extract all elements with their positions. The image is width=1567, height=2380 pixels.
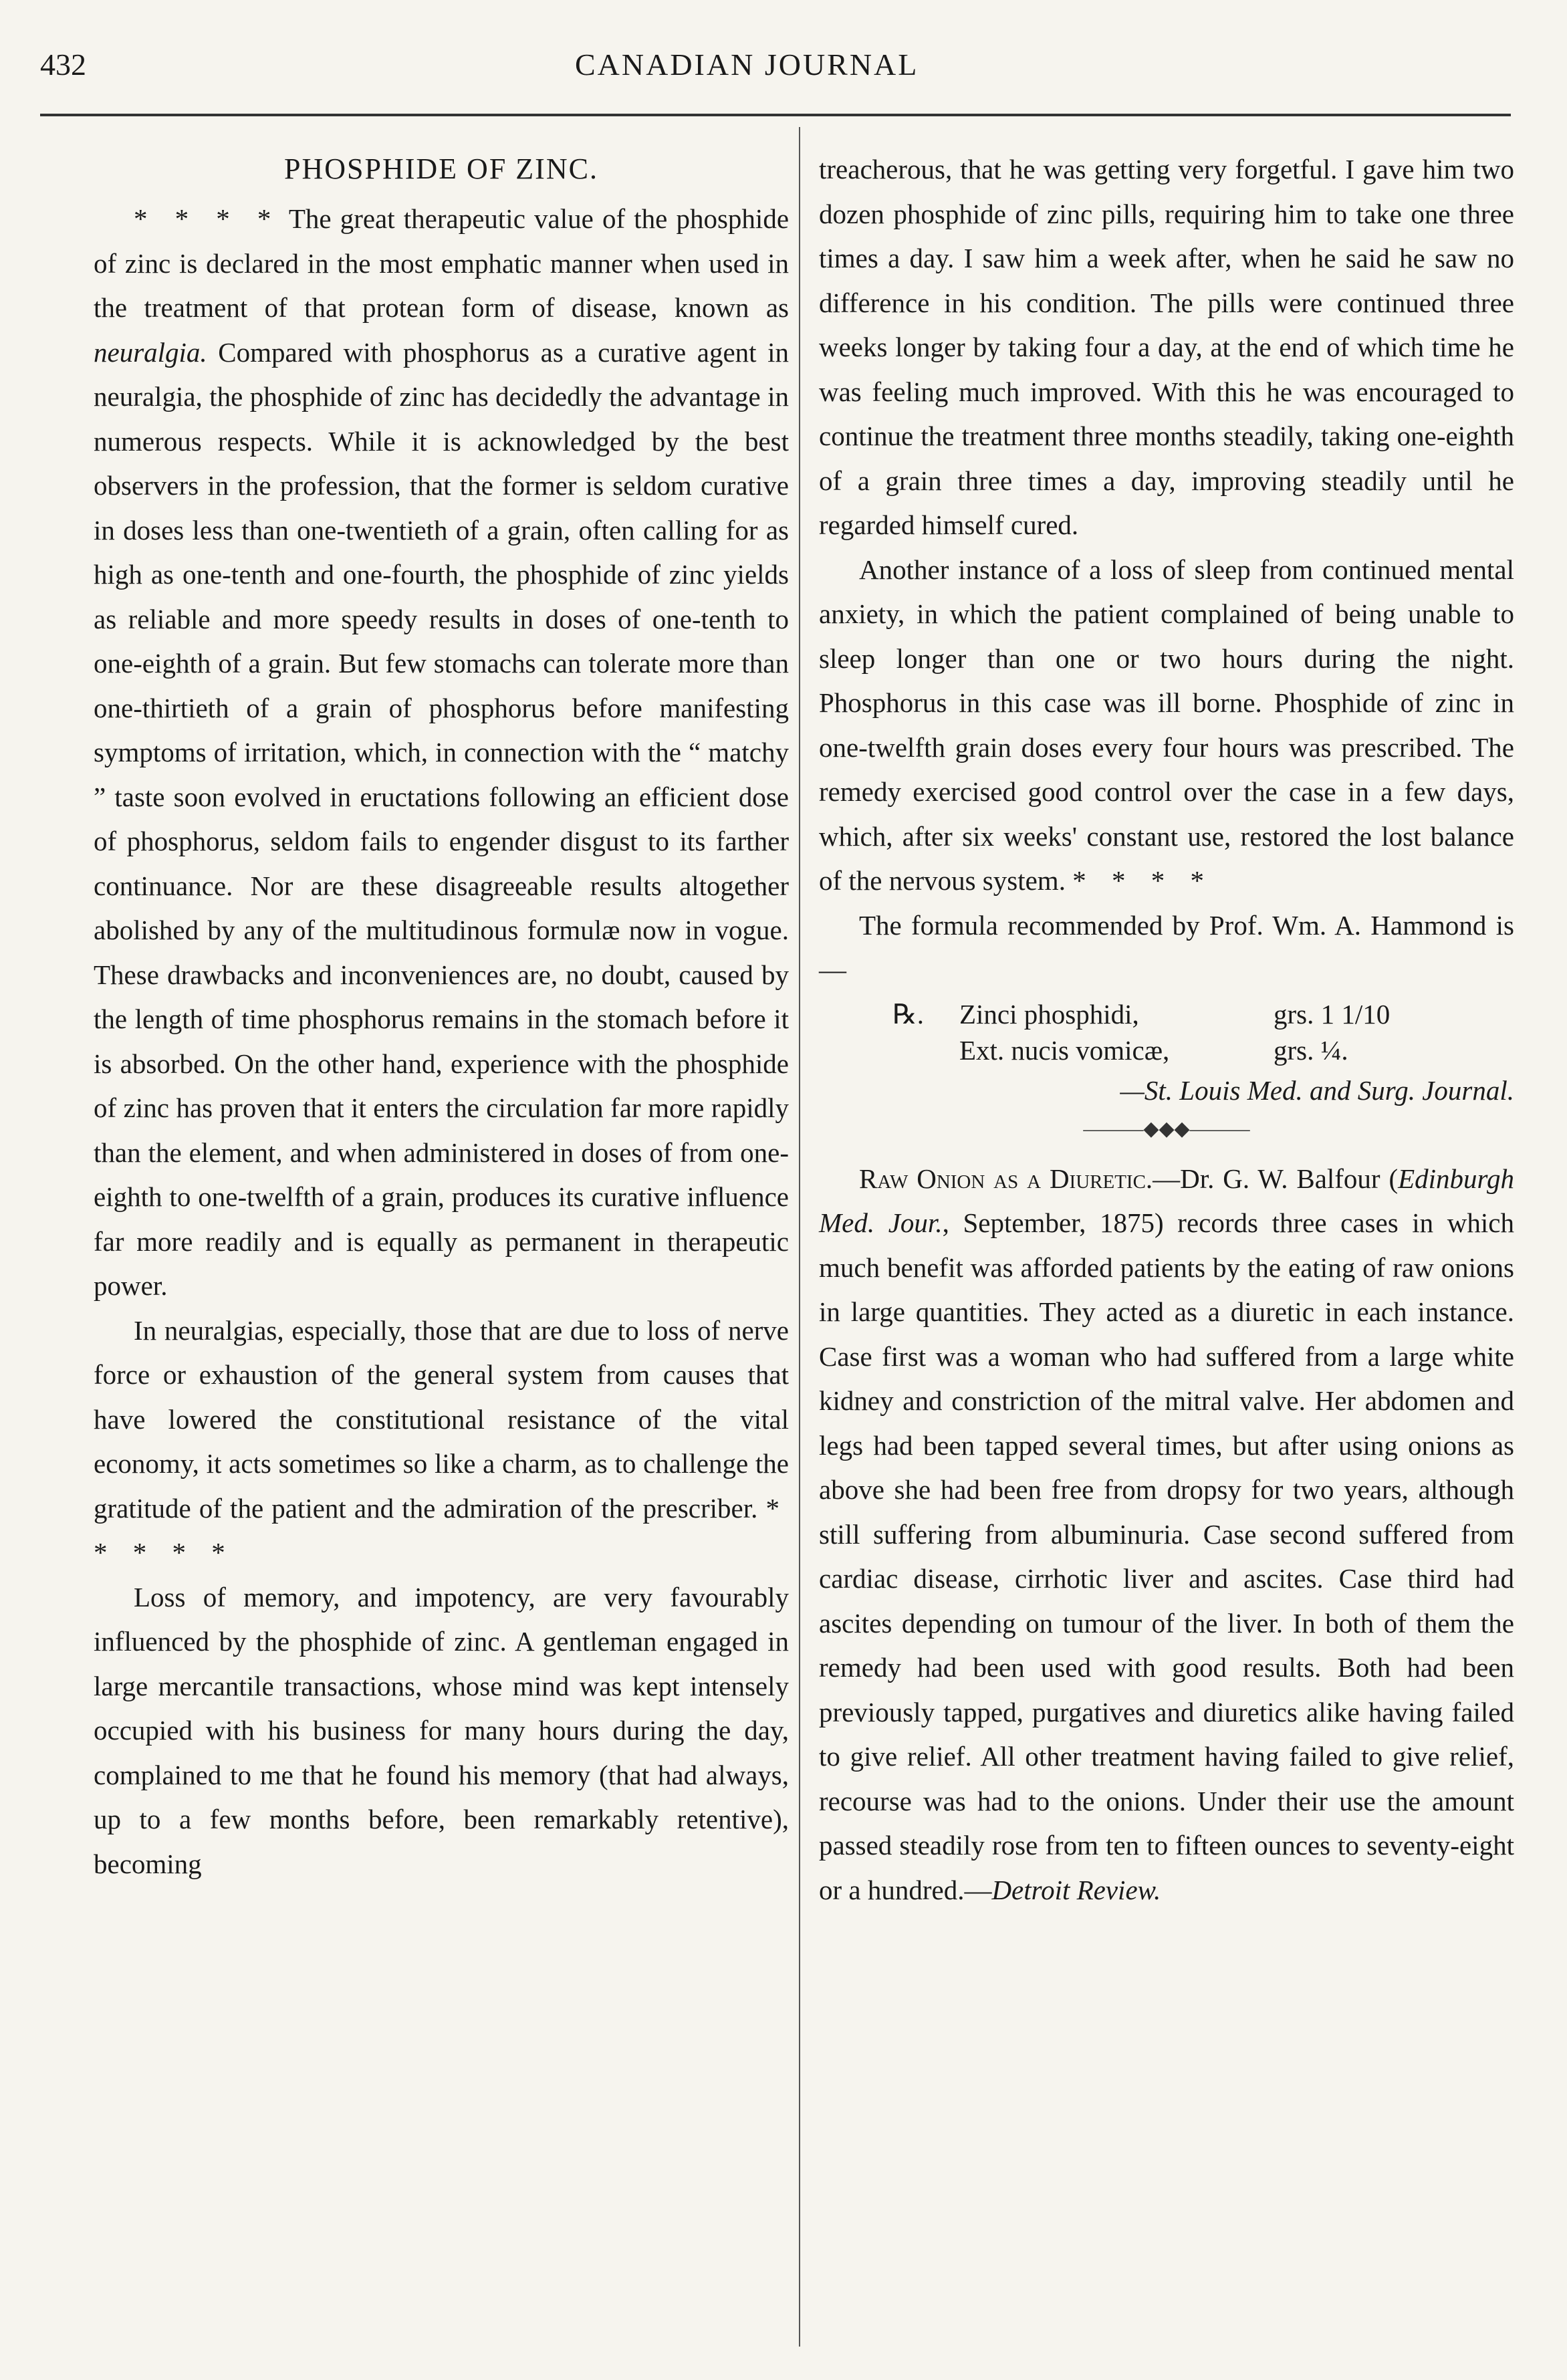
running-title: CANADIAN JOURNAL	[575, 47, 919, 82]
drug-dose: grs. 1 1/10	[1274, 998, 1391, 1030]
paragraph	[94, 1575, 789, 1887]
section-heading: Raw Onion as a Diuretic.	[859, 1163, 1153, 1194]
paragraph-text: —Dr. G. W. Balfour (	[1153, 1163, 1399, 1194]
section-ornament: ———◆◆◆———	[1083, 1117, 1250, 1140]
paragraph-text: Another instance of a loss of sleep from continued mental anxiety, in which the patient complained of being unable to sleep longer than one or two hours during the night. Phosphorus in this case was ill borne. Phosphide of zinc in one-twelfth grain doses every four hours was prescribed. The remedy exercised good control over the case in a few days, which, after six weeks' constant use, restored the lost balance of the nervous system.	[819, 554, 1514, 896]
paragraph	[819, 147, 1514, 548]
asterisks: * * * * *	[94, 1492, 789, 1568]
rx-symbol: ℞.	[892, 998, 925, 1030]
formula-row	[892, 1032, 1514, 1068]
formula-row	[892, 996, 1514, 1032]
drug-name: Zinci phosphidi,	[959, 998, 1139, 1030]
paragraph-text: treacherous, that he was getting very forgetful. I gave him two dozen phosphide of zinc pills, requiring him to take one three times a day. I saw him a week after, when he said he saw no difference in his condition. The pills were continued three weeks longer by taking four a day, at the end of which time he was feeling much improved. With this he was encouraged to continue the treatment three months steadily, taking one-eighth of a grain three times a day, improving steadily until he regarded himself cured.	[819, 154, 1514, 540]
right-column	[819, 147, 1514, 1912]
left-column	[94, 147, 789, 1886]
asterisks: * * * *	[1072, 865, 1213, 896]
paragraph-text: In neuralgias, especially, those that are due to loss of nerve force or exhaustion of the general system from causes that have lowered the constitutional resistance of the vital economy, it acts sometimes so like a charm, as to challenge the gratitude of the patient and the admiration of the prescriber.	[94, 1314, 789, 1524]
paragraph	[94, 197, 789, 1308]
drug-dose: grs. ¼.	[1274, 1034, 1348, 1066]
source-citation: Detroit Review.	[991, 1874, 1161, 1905]
paragraph-text: Loss of memory, and impotency, are very favourably influenced by the phosphide of zinc. A gentleman engaged in large mercantile transactions, whose mind was kept intensely occupied with his business for many hours during the day, complained to me that he found his memory (that had always, up to a few months before, been remarkably retentive), becoming	[94, 1581, 789, 1879]
paragraph	[819, 548, 1514, 903]
emphasis-text: neuralgia.	[94, 336, 207, 368]
prescription-formula	[892, 996, 1514, 1068]
paragraph-text: The formula recommended by Prof. Wm. A. Hammond is—	[819, 909, 1514, 985]
asterisks: * * * *	[134, 203, 281, 234]
article-title: PHOSPHIDE OF ZINC.	[284, 152, 598, 185]
emphasis-text: Edinburgh Med. Jour.	[819, 1163, 1514, 1238]
page-number: 432	[40, 47, 86, 82]
page-header	[40, 40, 1511, 100]
paragraph	[94, 1308, 789, 1575]
header-rule	[40, 114, 1511, 116]
paragraph	[819, 1157, 1514, 1913]
formula-source: —St. Louis Med. and Surg. Journal.	[1120, 1074, 1514, 1106]
paragraph-text: , September, 1875) records three cases in which much benefit was afforded patients by the eating of raw onions in large quantities. They acted as a diuretic in each instance. Case first was a woman who had suffered from a large white kidney and constriction of the mitral valve. Her abdomen and legs had been tapped several times, but after using onions as above she had been free from dropsy for two years, although still suffering from albuminuria. Case second suffered from cardiac disease, cirrhotic liver and ascites. Case third had ascites depending on tumour of the liver. In both of them the remedy had been used with good results. Both had been previously tapped, purgatives and diuretics alike having failed to give relief. All other treatment having failed to give relief, recourse was had to the onions. Under their use the amount passed steadily rose from ten to fifteen ounces to seventy-eight or a hundred.—	[819, 1207, 1514, 1905]
paragraph-text: Compared with phosphorus as a curative agent in neuralgia, the phosphide of zinc has decidedly the advantage in numerous respects. While it is acknowledged by the best observers in the profession, that the former is seldom curative in doses less than one-twentieth of a grain, often calling for as high as one-tenth and one-fourth, the phosphide of zinc yields as reliable and more speedy results in doses of one-tenth to one-eighth of a grain. But few stomachs can tolerate more than one-thirtieth of a grain of phosphorus before manifesting symptoms of irritation, which, in connection with the “ matchy ” taste soon evolved in eructations following an efficient dose of phosphorus, seldom fails to engender disgust to its farther continuance. Nor are these disagreeable results altogether abolished by any of the multitudinous formulæ now in vogue. These drawbacks and inconveniences are, no doubt, caused by the length of time phosphorus remains in the stomach before it is absorbed. On the other hand, experience with the phosphide of zinc has proven that it enters the circulation far more rapidly than the element, and when administered in doses of from one-eighth to one-twelfth of a grain, produces its curative influence far more readily and is equally as permanent in therapeutic power.	[94, 336, 789, 1301]
paragraph	[819, 903, 1514, 992]
paragraph-text: The great therapeutic value of the phosphide of zinc is declared in the most emphatic manner when used in the treatment of that protean form of disease, known as	[94, 203, 790, 323]
drug-name: Ext. nucis vomicæ,	[959, 1034, 1170, 1066]
column-divider	[799, 127, 800, 2347]
